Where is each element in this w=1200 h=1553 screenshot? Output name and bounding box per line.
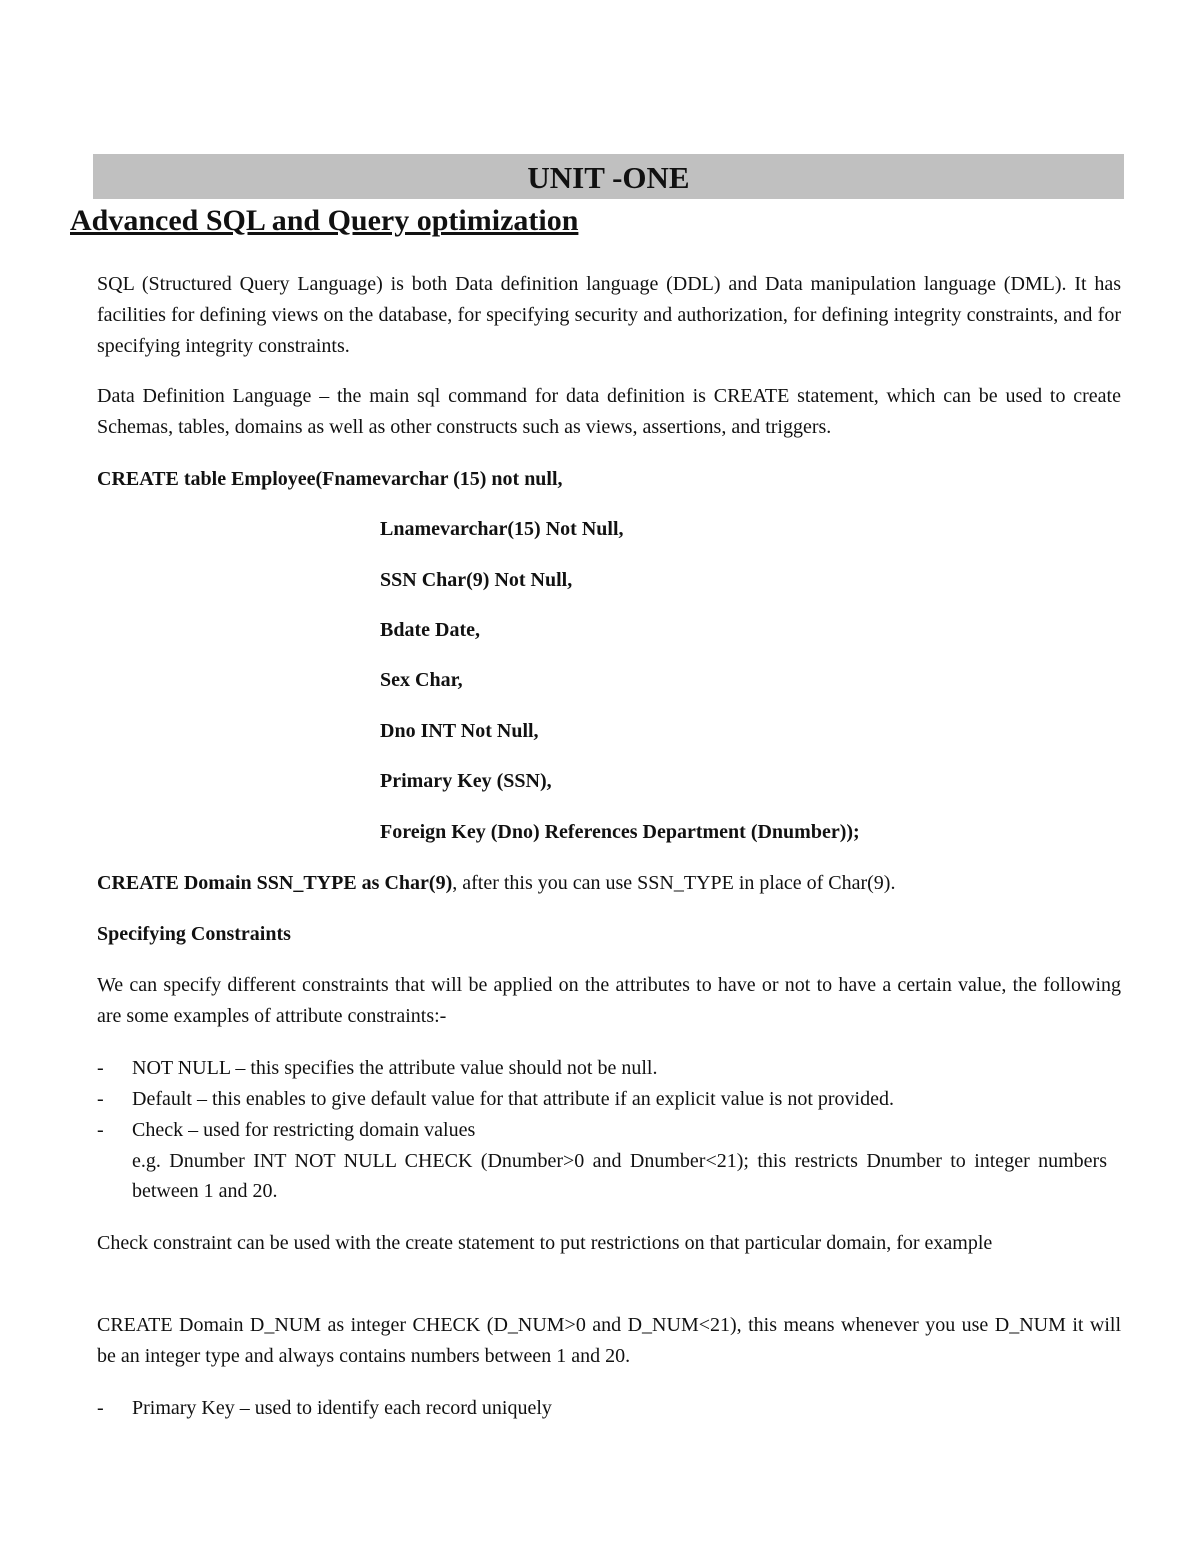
code-line-dno: Dno INT Not Null, (380, 720, 539, 742)
create-domain-line (97, 870, 895, 896)
check-paragraph: Check constraint can be used with the create statement to put restrictions on that particular domain, for example (97, 1232, 993, 1254)
code-line-foreign-key: Foreign Key (Dno) References Department (Dnumber)); (380, 821, 860, 843)
list-dash: - (97, 1057, 104, 1079)
create-domain-note: , after this you can use SSN_TYPE in place of Char(9). (452, 872, 896, 894)
unit-heading: UNIT -ONE (93, 154, 1124, 199)
constraints-paragraph: We can specify different constraints that will be applied on the attributes to have or not to have a certain value, the following are some examples of attribute constraints:- (97, 974, 1121, 1027)
list-dash: - (97, 1397, 104, 1419)
create-domain-statement: CREATE Domain SSN_TYPE as Char(9) (97, 872, 453, 894)
constraints-heading: Specifying Constraints (97, 923, 291, 945)
code-line-sex: Sex Char, (380, 669, 463, 691)
list-dash: - (97, 1088, 104, 1110)
list-dash: - (97, 1119, 104, 1141)
list-item-text: NOT NULL – this specifies the attribute value should not be null. (132, 1057, 658, 1079)
code-line-ssn: SSN Char(9) Not Null, (380, 569, 573, 591)
ddl-paragraph: Data Definition Language – the main sql command for data definition is CREATE statement, which can be used to create Schemas, tables, domains as well as other constructs such as views, assertions, and triggers. (97, 385, 1121, 438)
page-title: Advanced SQL and Query optimization (70, 204, 579, 237)
create-table-first-line: CREATE table Employee(Fnamevarchar (15) not null, (97, 468, 563, 490)
domain-paragraph: CREATE Domain D_NUM as integer CHECK (D_NUM>0 and D_NUM<21), this means whenever you use D_NUM it will be an integer type and always contains numbers between 1 and 20. (97, 1314, 1121, 1367)
check-example-text: e.g. Dnumber INT NOT NULL CHECK (Dnumber>0 and Dnumber<21); this restricts Dnumber to integer numbers between 1 and 20. (132, 1150, 1107, 1202)
code-line-lname: Lnamevarchar(15) Not Null, (380, 518, 624, 540)
intro-paragraph: SQL (Structured Query Language) is both Data definition language (DDL) and Data manipulation language (DML). It has facilities for defining views on the database, for specifying security and authorization, for defining integrity constraints, and for specifying integrity constraints. (97, 273, 1121, 357)
code-line-bdate: Bdate Date, (380, 619, 480, 641)
list-item-text: Check – used for restricting domain values (132, 1119, 476, 1141)
list-item-text: Primary Key – used to identify each record uniquely (132, 1397, 552, 1419)
code-line-primary-key: Primary Key (SSN), (380, 770, 552, 792)
list-item-text: Default – this enables to give default value for that attribute if an explicit value is not provided. (132, 1088, 894, 1110)
